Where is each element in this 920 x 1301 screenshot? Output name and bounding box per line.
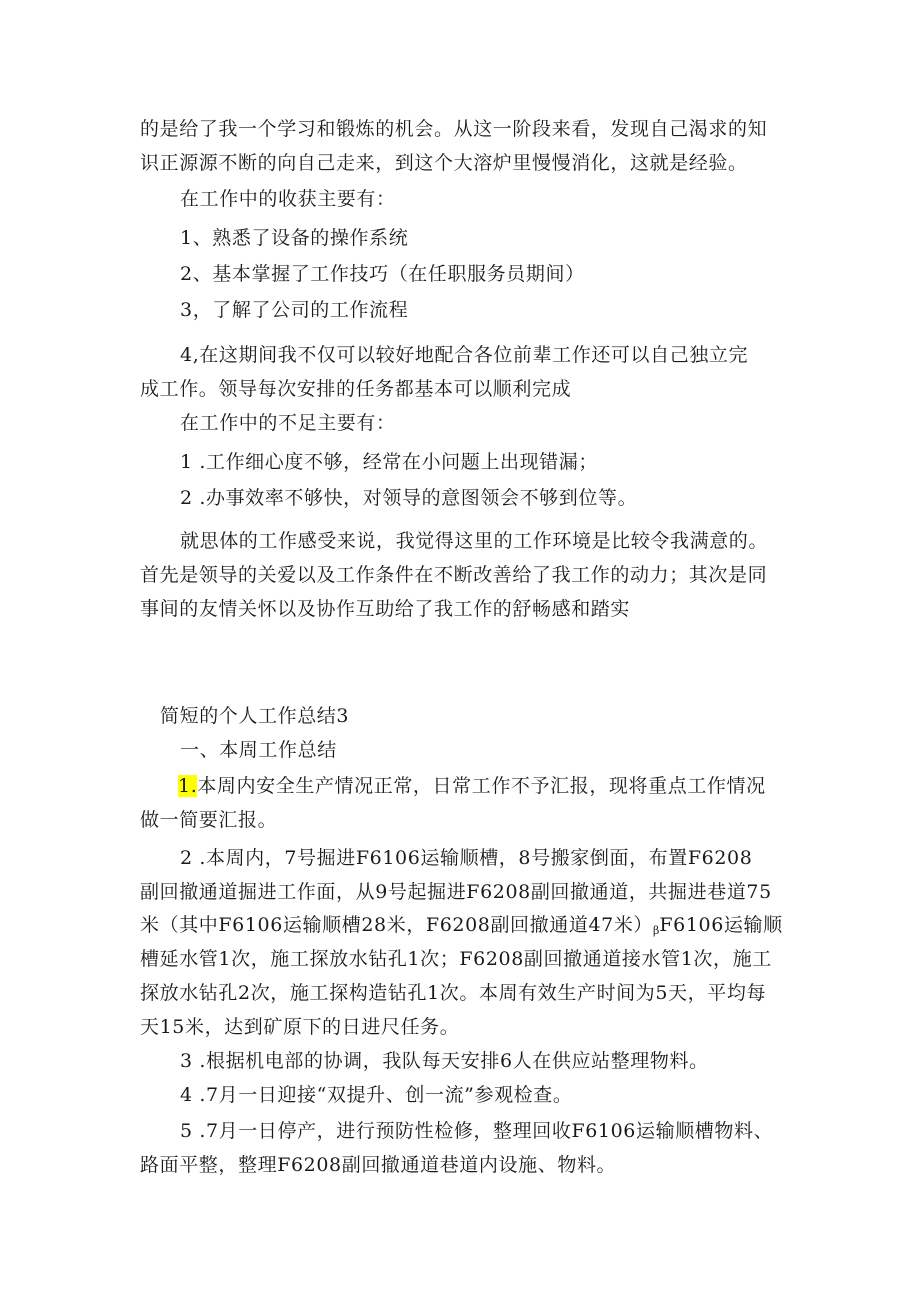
- gain-item-4: 4,在这期间我不仅可以较好地配合各位前辈工作还可以自己独立完: [180, 344, 749, 366]
- work-item-2-text: F6106运输顺: [659, 914, 783, 936]
- work-item-4: 4 .7月一日迎接“双提升、创一流”参观检查。: [180, 1084, 573, 1106]
- work-item-2-continued: 槽延水管1次，施工探放水钻孔1次；F6208副回撤通道接水管1次，施工: [140, 948, 772, 970]
- shortcomings-heading: 在工作中的不足主要有：: [180, 412, 396, 434]
- work-item-2-continued: [140, 913, 783, 943]
- section-heading: 一、本周工作总结: [180, 739, 337, 761]
- paragraph-line: 的是给了我一个学习和锻炼的机会。从这一阶段来看，发现自己渴求的知: [140, 118, 768, 140]
- gain-item-1: 1、熟悉了设备的操作系统: [180, 227, 409, 249]
- highlighted-number: 1.: [178, 775, 198, 797]
- gain-item-3: 3，了解了公司的工作流程: [180, 299, 409, 321]
- shortcoming-item-1: 1 .工作细心度不够，经常在小问题上出现错漏；: [180, 451, 598, 473]
- gain-item-2: 2、基本掌握了工作技巧（在任职服务员期间）: [180, 263, 585, 285]
- work-item-1-continued: 做一简要汇报。: [140, 809, 278, 831]
- work-item-2-continued: 副回撤通道掘进工作面，从9号起掘进F6208副回撤通道，共掘进巷道75: [140, 881, 772, 903]
- paragraph-line: 识正源源不断的向自己走来，到这个大溶炉里慢慢消化，这就是经验。: [140, 152, 748, 174]
- paragraph-line: 首先是领导的关爱以及工作条件在不断改善给了我工作的动力；其次是同: [140, 564, 768, 586]
- work-item-1-text: 本周内安全生产情况正常，日常工作不予汇报，现将重点工作情况: [197, 775, 766, 797]
- work-item-5-continued: 路面平整，整理F6208副回撤通道巷道内设施、物料。: [140, 1154, 617, 1176]
- work-item-1: [178, 774, 766, 798]
- work-item-2-text: 米（其中F6106运输顺槽28米，F6208副回撤通道47米）: [140, 914, 654, 936]
- subscript-mark: β: [653, 924, 660, 937]
- gains-heading: 在工作中的收获主要有：: [180, 188, 396, 210]
- paragraph-line: 就思体的工作感受来说，我觉得这里的工作环境是比较令我满意的。: [180, 530, 769, 552]
- paragraph-line: 事间的友情关怀以及协作互助给了我工作的舒畅感和踏实: [140, 598, 631, 620]
- work-item-2-continued: 天15米，达到矿原下的日进尺任务。: [140, 1016, 460, 1038]
- section-title: 简短的个人工作总结3: [160, 705, 350, 727]
- shortcoming-item-2: 2 .办事效率不够快，对领导的意图领会不够到位等。: [180, 487, 638, 509]
- work-item-5: 5 .7月一日停产，进行预防性检修，整理回收F6106运输顺槽物料、: [180, 1120, 774, 1142]
- work-item-3: 3 .根据机电部的协调，我队每天安排6人在供应站整理物料。: [180, 1050, 709, 1072]
- gain-item-4-continued: 成工作。领导每次安排的任务都基本可以顺利完成: [140, 378, 572, 400]
- work-item-2-continued: 探放水钻孔2次，施工探构造钻孔1次。本周有效生产时间为5天，平均每: [140, 982, 767, 1004]
- work-item-2: 2 .本周内，7号掘进F6106运输顺槽，8号搬家倒面，布置F6208: [180, 847, 753, 869]
